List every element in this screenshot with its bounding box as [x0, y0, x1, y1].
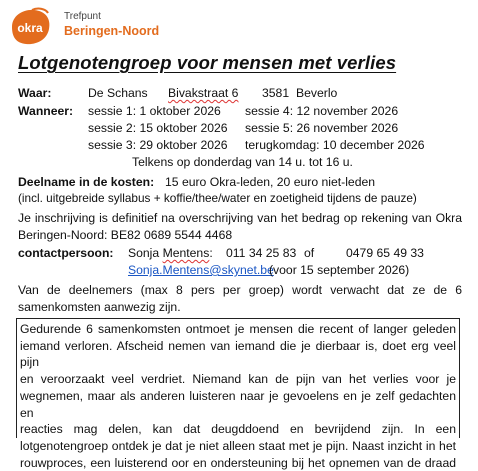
inschrijving-text: Je inschrijving is definitief na overschrijving van het bedrag op rekening van Okra Beringen-Noord: BE82 0689 5544 4468	[18, 211, 462, 242]
info-box-line: wegnemen, maar als anderen luisteren naar je gevoelens en je zelf gedachten en	[20, 388, 456, 420]
contact-phone-1: 011 34 25 83	[226, 246, 297, 260]
info-box	[16, 318, 460, 470]
wanneer-label: Wanneer:	[18, 104, 74, 118]
waar-place: De Schans	[88, 86, 148, 100]
info-box-line: rouwproces, een luisterend oor en ondersteuning bij het opnemen van de draad	[20, 455, 456, 470]
waar-postcode: 3581	[262, 86, 290, 100]
logo-line-1: Trefpunt	[64, 11, 101, 22]
contact-email-link[interactable]: Sonja.Mentens@skynet.be	[128, 263, 274, 277]
info-box-line: en veroorzaakt veel verdriet. Niemand kan de pijn van het verlies voor je	[20, 372, 456, 387]
info-box-line: Gedurende 6 samenkomsten ontmoet je mensen die recent of langer geleden	[20, 322, 456, 336]
contact-label: contactpersoon:	[18, 246, 114, 260]
contact-phone-2: 0479 65 49 33	[346, 246, 424, 260]
kosten-text: 15 euro Okra-leden, 20 euro niet-leden	[165, 175, 376, 189]
info-box-text	[20, 321, 456, 471]
logo-line-2: Beringen-Noord	[64, 24, 160, 38]
info-box-line: lotgenotengroep ontdek je dat je niet alleen staat met je pijn. Naast inzicht in het	[20, 438, 456, 453]
session-3: sessie 3: 29 oktober 2026	[88, 138, 228, 152]
logo-badge-text: okra	[17, 21, 43, 35]
session-time-note: Telkens op donderdag van 14 u. tot 16 u.	[132, 155, 353, 169]
info-box-line: iemand verloren. Afscheid nemen van iemand die je dierbaar is, doet erg veel pijn	[20, 338, 456, 370]
session-5: sessie 5: 26 november 2026	[245, 121, 399, 135]
contact-name	[128, 246, 213, 260]
session-4: sessie 4: 12 november 2026	[245, 104, 399, 118]
waar-label: Waar:	[18, 86, 52, 100]
session-1: sessie 1: 1 oktober 2026	[88, 104, 221, 118]
session-terugkomdag: terugkomdag: 10 december 2026	[245, 138, 425, 152]
contact-email-note: (voor 15 september 2026)	[269, 263, 410, 277]
okra-logo-icon	[8, 7, 52, 47]
okra-logo	[8, 7, 52, 47]
page-title: Lotgenotengroep voor mensen met verlies	[18, 52, 397, 73]
contact-of: of	[304, 246, 315, 260]
contact-first-name: Sonja	[128, 246, 160, 260]
waar-street: Bivakstraat 6	[168, 86, 239, 100]
kosten-incl: (incl. uitgebreide syllabus + koffie/thee/water en zoetigheid tijdens de pauze)	[18, 191, 417, 205]
info-box-line: reacties mag delen, kan dat deugddoend en bevrijdend zijn. In een	[20, 422, 456, 437]
contact-name-colon: :	[209, 246, 213, 260]
session-2: sessie 2: 15 oktober 2026	[88, 121, 228, 135]
kosten-label: Deelname in de kosten:	[18, 175, 155, 189]
contact-last-name: Mentens	[162, 246, 210, 260]
deelnemers-text: Van de deelnemers (max 8 pers per groep) wordt verwacht dat ze de 6 samenkomsten aanwezig zijn.	[18, 283, 462, 314]
waar-town: Beverlo	[296, 86, 338, 100]
